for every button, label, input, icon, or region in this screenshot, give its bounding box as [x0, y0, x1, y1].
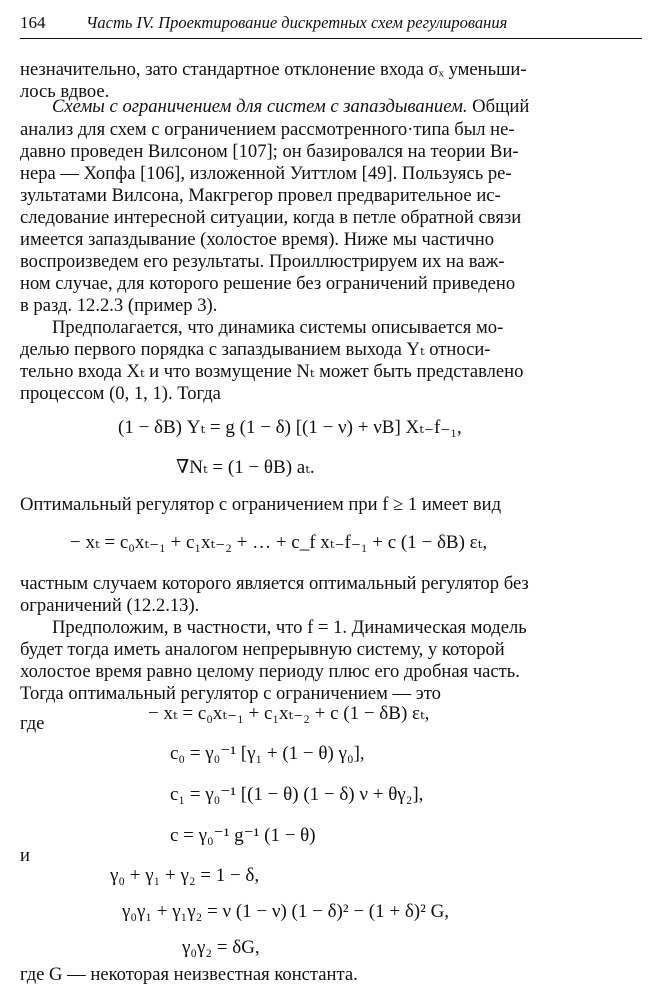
equation: c₀ = γ₀⁻¹ [γ₁ + (1 − θ) γ₀], — [170, 743, 365, 764]
text-line: анализ для схем с ограничением рассмотренного·типа был не- — [20, 119, 515, 140]
text-line: Предположим, в частности, что f = 1. Динамическая модель — [52, 617, 527, 638]
equation: − xₜ = c₀xₜ₋₁ + c₁xₜ₋₂ + c (1 − δB) εₜ, — [148, 703, 430, 724]
equation: γ₀γ₂ = δG, — [182, 937, 260, 958]
text-line: будет тогда иметь аналогом непрерывную систему, у которой — [20, 639, 505, 660]
text-line: делью первого порядка с запаздыванием выхода Yₜ относи- — [20, 339, 491, 360]
text-word: где — [20, 713, 45, 734]
text-line: зультатами Вилсона, Макгрегор провел предварительное ис- — [20, 185, 501, 206]
text-line: Предполагается, что динамика системы описывается мо- — [52, 317, 504, 338]
equation: γ₀γ₁ + γ₁γ₂ = ν (1 − ν) (1 − δ)² − (1 + δ)² G, — [122, 901, 450, 922]
equation: ∇Nₜ = (1 − θB) aₜ. — [176, 457, 315, 478]
equation: − xₜ = c₀xₜ₋₁ + c₁xₜ₋₂ + … + c_f xₜ₋f₋₁ + c (1 − δB) εₜ, — [70, 532, 488, 553]
equation: c₁ = γ₀⁻¹ [(1 − θ) (1 − δ) ν + θγ₂], — [170, 784, 424, 805]
text-line — [52, 98, 529, 117]
text-line: в разд. 12.2.3 (пример 3). — [20, 295, 218, 316]
text-word: и — [20, 845, 30, 866]
text-line: лось вдвое. — [20, 81, 110, 102]
text-line: воспроизведем его результаты. Проиллюстрируем их на важ- — [20, 251, 505, 272]
text-line: незначительно, зато стандартное отклонение входа σₓ уменьши- — [20, 59, 527, 80]
text-line: имеется запаздывание (холостое время). Ниже мы частично — [20, 229, 495, 250]
text-line: где G — некоторая неизвестная константа. — [20, 964, 358, 985]
page-header — [20, 10, 642, 39]
text-line: тельно входа Xₜ и что возмущение Nₜ может быть представлено — [20, 361, 524, 382]
text-line: частным случаем которого является оптимальный регулятор без — [20, 573, 529, 594]
section-lead-tail: Общий — [467, 96, 530, 117]
section-lead: Схемы с ограничением для систем с запаздыванием. — [52, 96, 468, 117]
equation: (1 − δB) Yₜ = g (1 − δ) [(1 − ν) + νB] Xₜ₋f₋₁, — [118, 417, 462, 438]
page-number: 164 — [20, 13, 46, 32]
text-line: нера — Хопфа [106], изложенной Уиттлом [49]. Пользуясь ре- — [20, 163, 512, 184]
text-line: Тогда оптимальный регулятор с ограничением — это — [20, 683, 441, 704]
text-line: процессом (0, 1, 1). Тогда — [20, 383, 221, 404]
equation: γ₀ + γ₁ + γ₂ = 1 − δ, — [110, 865, 260, 886]
text-line: Оптимальный регулятор с ограничением при f ≥ 1 имеет вид — [20, 494, 502, 515]
text-line: ном случае, для которого решение без ограничений приведено — [20, 273, 516, 294]
text-line: давно проведен Вилсоном [107]; он базировался на теории Ви- — [20, 141, 519, 162]
text-line: холостое время равно целому периоду плюс его дробная часть. — [20, 661, 520, 682]
text-line: ограничений (12.2.13). — [20, 595, 200, 616]
text-line: следование интересной ситуации, когда в петле обратной связи — [20, 207, 522, 228]
equation: c = γ₀⁻¹ g⁻¹ (1 − θ) — [170, 825, 316, 846]
running-title: Часть IV. Проектирование дискретных схем регулирования — [86, 13, 508, 32]
